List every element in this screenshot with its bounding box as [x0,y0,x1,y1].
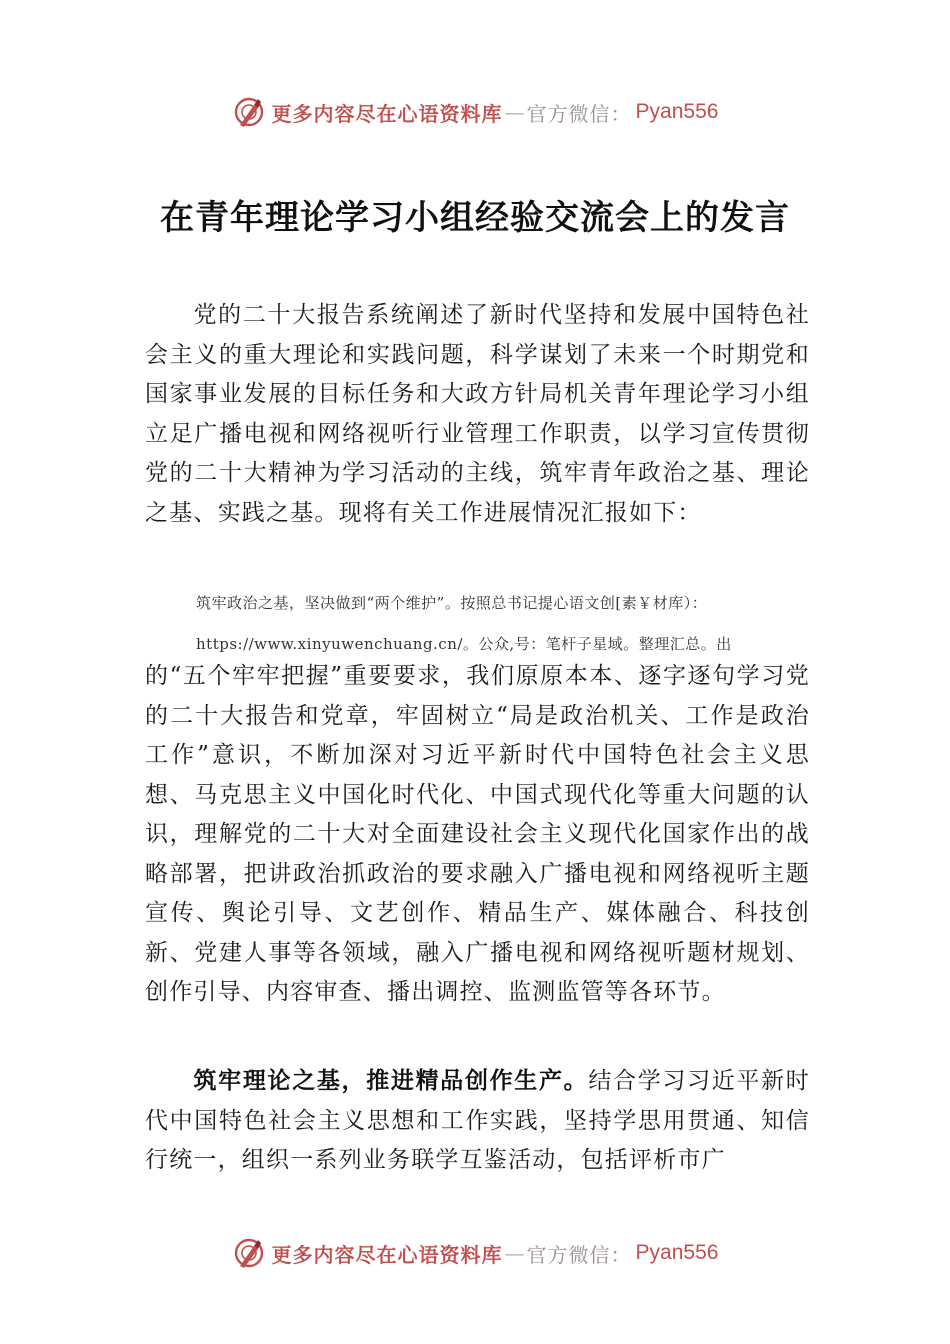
pen-logo-icon [232,1236,266,1270]
header-banner [0,92,950,132]
banner-text: 更多内容尽在心语资料库 [271,1242,503,1267]
watermark-note-line-1: 筑牢政治之基，坚决做到“两个维护”。按照总书记提心语文创[素￥材库）： [196,594,708,612]
banner-wechat-label: 官方微信： [526,101,632,126]
paragraph-2: 的“五个牢牢把握”重要要求，我们原原本本、逐字逐句学习党的二十大报告和党章，牢固树立“局是政治机关、工作是政治工作”意识，不断加深对习近平新时代中国特色社会主义思想、马克思主义中国化时代化、中国式现代化等重大问题的认识，理解党的二十大对全面建设社会主义现代化国家作出的战略部署，把讲政治抓政治的要求融入广播电视和网络视听主题宣传、舆论引导、文艺创作、精品生产、媒体融合、科技创新、党建人事等各领域，融入广播电视和网络视听题材规划、创作引导、内容审查、播出调控、监测监管等各环节。 [145,663,810,1005]
banner-text: 更多内容尽在心语资料库 [271,101,503,126]
banner-wechat-id: Pyan556 [635,1241,719,1264]
banner-wechat-id: Pyan556 [635,100,719,123]
document-title: 在青年理论学习小组经验交流会上的发言 [160,198,790,238]
paragraph-3-text: 结合学习习近平新时代中国特色社会主义思想和工作实践，坚持学思用贯通、知信行统一，组织一系列业务联学互鉴活动，包括评析市广 [145,1068,810,1173]
banner-separator: — [504,1241,525,1265]
footer-banner [0,1233,950,1273]
paragraph-1 [145,296,810,533]
watermark-note-line-2: https://www.xinyuwenchuang.cn/。公众,号：笔杆子星域。整理汇总。出 [196,635,732,653]
banner-wechat-label: 官方微信： [526,1242,632,1267]
paragraph-3 [145,1062,810,1181]
paragraph-1-text: 党的二十大报告系统阐述了新时代坚持和发展中国特色社会主义的重大理论和实践问题，科学谋划了未来一个时期党和国家事业发展的目标任务和大政方针局机关青年理论学习小组立足广播电视和网络视听行业管理工作职责，以学习宣传贯彻党的二十大精神为学习活动的主线，筑牢青年政治之基、理论之基、实践之基。现将有关工作进展情况汇报如下： [145,302,810,526]
pen-logo-icon [232,95,266,129]
banner-separator: — [504,100,525,124]
paragraph-3-lead: 筑牢理论之基，推进精品创作生产。 [193,1068,589,1094]
